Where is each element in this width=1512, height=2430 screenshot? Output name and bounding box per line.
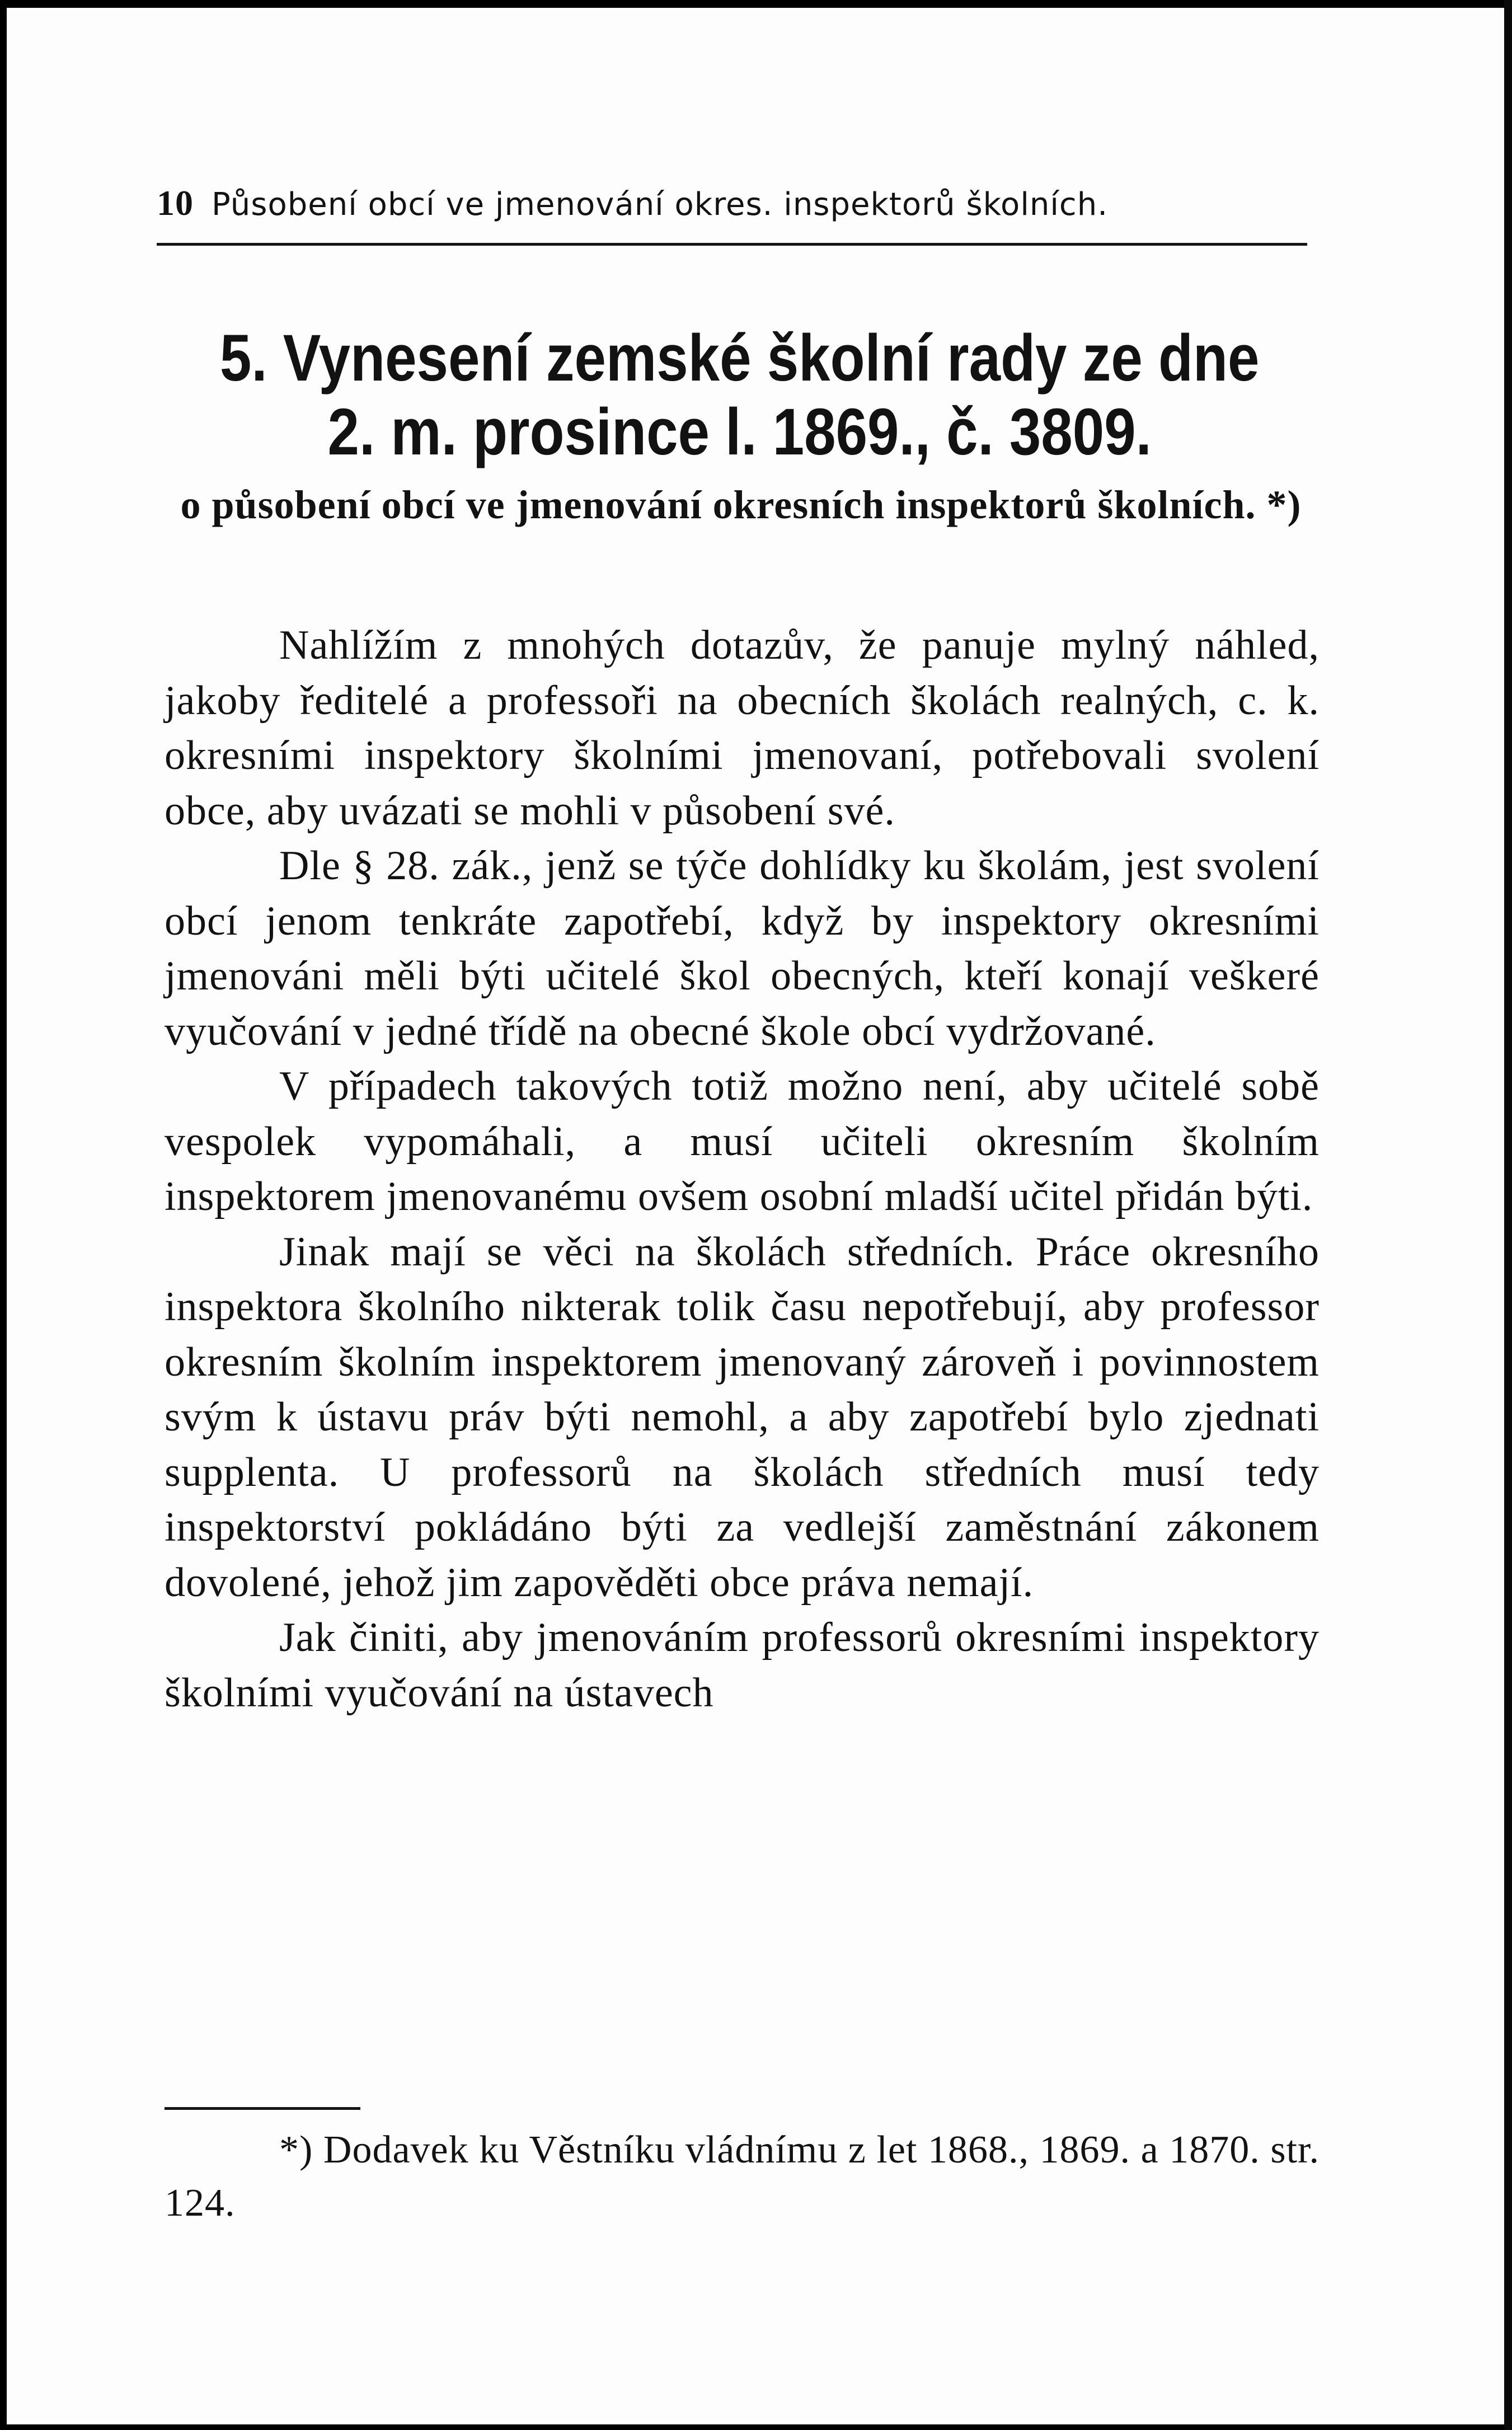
footnote-text: *) Dodavek ku Věstníku vládnímu z let 1868., 1869. a 1870. str. 124. [165, 2128, 1320, 2225]
page-number: 10 [157, 183, 194, 223]
paragraph: V případech takových totiž možno není, aby učitelé sobě vespolek vypomáhali, a musí učiteli okresním školním inspektorem jmenovanému ovšem osobní mladší učitel přidán býti. [165, 1063, 1320, 1219]
scan-edge [1504, 0, 1512, 2430]
document-title [165, 321, 1314, 469]
paragraph: Jinak mají se věci na školách středních. Práce okresního inspektora školního nikterak tolik času nepotřebují, aby professor okresním školním inspektorem jmenovaný zároveň i povinnostem svým k ústavu práv býti nemohl, a aby zapotřebí bylo zjednati supplenta. U professorů na školách středních musí tedy inspektorství pokládáno býti za vedlejší zaměstnání zákonem dovolené, jehož jim zapověděti obce práva nemají. [165, 1228, 1320, 1606]
page [7, 8, 1506, 2424]
header-rule [157, 243, 1307, 246]
footnote-rule [165, 2107, 360, 2110]
paragraph: Nahlížím z mnohých dotazův, že panuje mylný náhled, jakoby ředitelé a professoři na obecních školách realných, c. k. okresními inspektory školními jmenovaní, potřebovali svolení obce, aby uvázati se mohli v působení své. [165, 622, 1320, 834]
title-line-1: 5. Vynesení zemské školní rady ze dne [219, 321, 1260, 395]
footnote [165, 2123, 1320, 2230]
document-subtitle: o působení obcí ve jmenování okresních inspektorů školních. *) [180, 482, 1302, 527]
running-title: Působení obcí ve jmenování okres. inspektorů školních. [212, 186, 1109, 223]
paragraph: Dle § 28. zák., jenž se týče dohlídky ku školám, jest svolení obcí jenom tenkráte zapotřebí, když by inspektory okresními jmenováni měli býti učitelé škol obecných, kteří konají veškeré vyučování v jedné třídě na obecné škole obcí vydržované. [165, 843, 1320, 1054]
body-text [165, 618, 1320, 1720]
running-head [157, 182, 1304, 224]
paragraph: Jak činiti, aby jmenováním professorů okresními inspektory školními vyučování na ústavech [165, 1615, 1320, 1716]
title-line-2: 2. m. prosince l. 1869., č. 3809. [327, 395, 1152, 469]
